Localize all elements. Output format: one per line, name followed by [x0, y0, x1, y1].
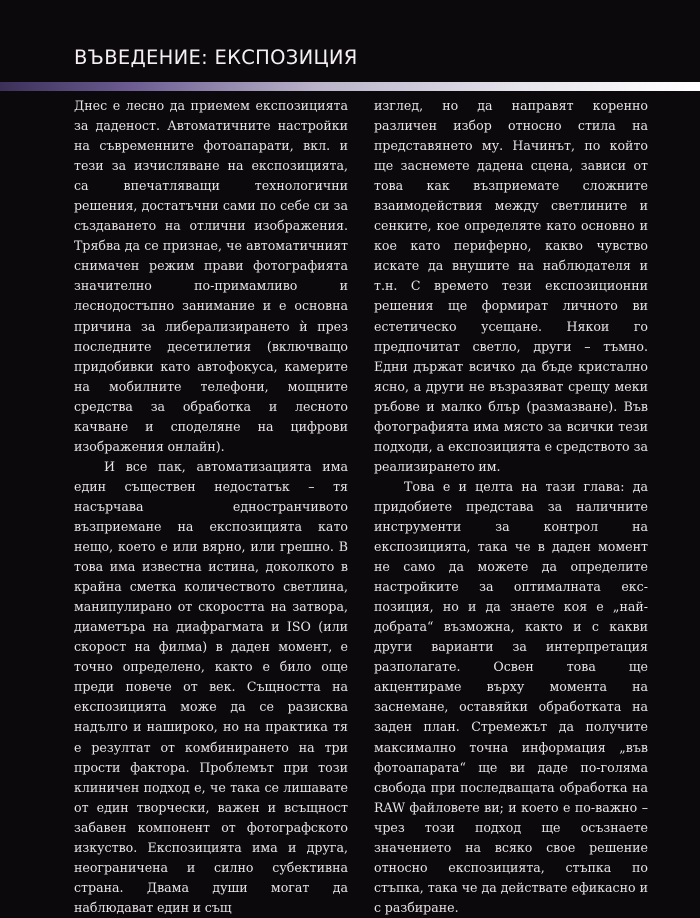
text-column-right — [374, 96, 648, 918]
chapter-title: ВЪВЕДЕНИЕ: ЕКСПОЗИЦИЯ — [74, 46, 358, 69]
paragraph: изглед, но да направят коренно различен избор относно стила на представянето му. Начинът, по който ще заснемете дадена сцена, зависи от това как възприемате сложните взаимодействия между светлините и сенките, кое определяте като основно и кое като периферно, какво чувство искате да внушите на наблюдателя и т.н. С времето тези експозиционни решения ще формират личното ви естетическо усещане. Някои го предпочитат светло, други – тъмно. Едни държат всичко да бъде кристално ясно, а други не възразяват срещу меки ръбове и малко блър (размазване). Във фотографията има място за всички тези подходи, а експозицията е средството за реализирането им. — [374, 98, 648, 474]
paragraph: Днес е лесно да приемем експозицията за даденост. Автоматичните настройки на съвременните фотоапарати, вкл. и тези за изчисляване на експозицията, са впечатляващи технологични решения, достатъчни сами по себе си за създаването на отлични изображения. Трябва да се признае, че автоматичният снимачен режим прави фотографията значително по-примамливо и леснодостъпно занимание и е основна причина за либерализирането ѝ през последните десетилетия (включващо придобивки като автофокуса, камерите на мобилните телефони, мощните средства за обработка и лесното качване и споделяне на цифрови изображения онлайн). — [74, 98, 348, 454]
paragraph: И все пак, автоматизацията има един съществен недостатък – тя насърчава едностранчивото възприемане на експозицията като нещо, което е или вярно, или грешно. В това има известна истина, доколкото в крайна сметка количеството светлина, манипулирано от скоростта на затвора, диаметъра на диафрагмата и ISO (или скорост на филма) в даден момент, е точно определено, както е било още преди повече от век. Същността на експозицията може да се разисква надълго и нашироко, но на практика тя е резултат от комбинирането на три прости фактора. Проблемът при този клиничен подход е, че така се лишавате от един творчески, важен и всъщност забавен компонент от фотографското изкуство. Експозицията има и друга, неограничена и силно субективна страна. Двама души могат да наблюдават един и същ — [74, 458, 348, 915]
paragraph: Това е и целта на тази глава: да придобиете представа за наличните инструменти за контрол на експозицията, така че в даден момент не само да можете да определите настройките за оптималната експозиция, но и да знаете коя е „най-добрата“ възможна, както и с какви други варианти за интерпретация разполагате. Освен това ще акцентираме върху момента на заснемане, оставяйки обработката на заден план. Стремежът да получите максимално точна информация „във фотоапарата“ ще ви даде по-голяма свобода при последващата обработка на RAW файловете ви; и което е по-важно – чрез този подход ще осъзнаете значението на всяко свое решение относно експозицията, стъпка по стъпка, така че да действате ефикасно и с разбиране. — [374, 478, 648, 915]
text-column-left — [74, 96, 348, 918]
title-gradient-rule — [0, 82, 700, 91]
